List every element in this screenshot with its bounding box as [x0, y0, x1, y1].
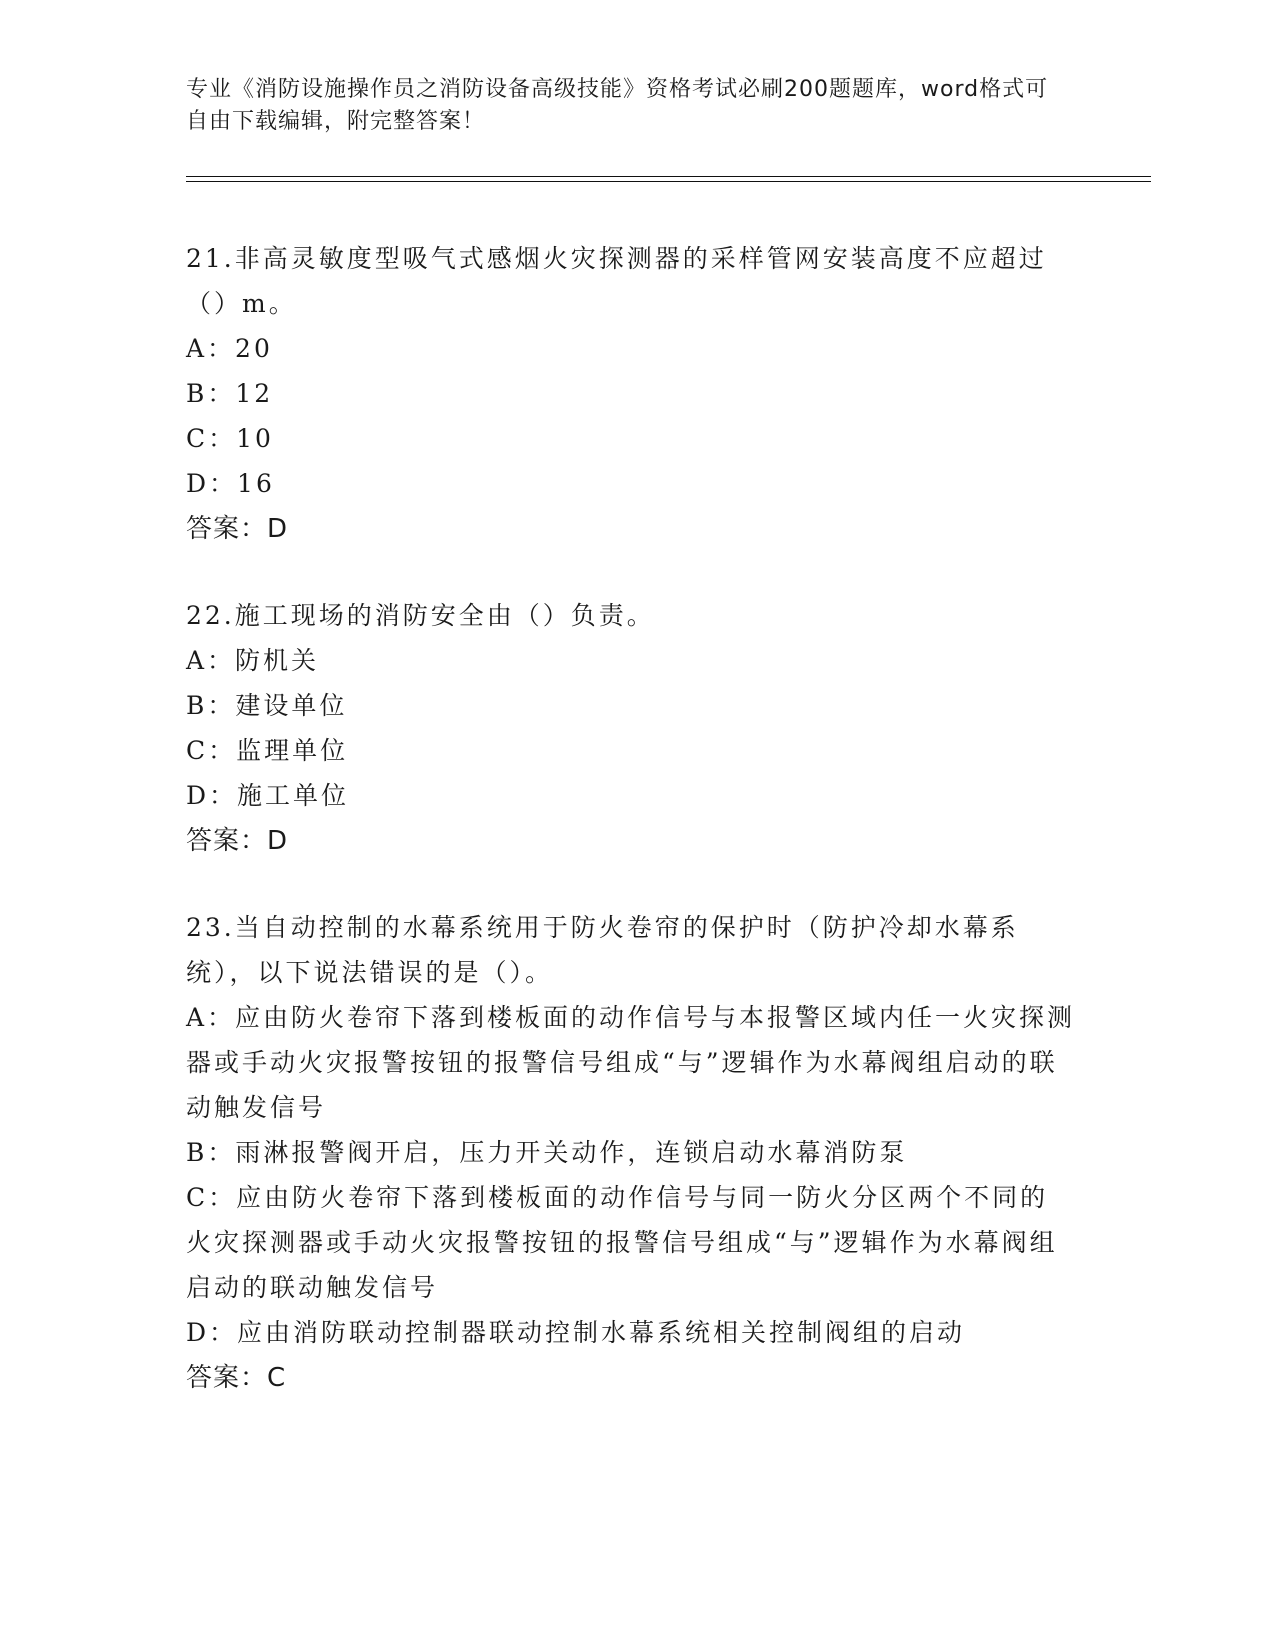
option-d: D：施工单位	[186, 781, 350, 810]
question-stem	[186, 905, 1076, 995]
option-a: A：20	[186, 334, 273, 363]
question-23	[186, 905, 1076, 1401]
option-b: B：建设单位	[186, 691, 348, 720]
question-22	[186, 593, 1076, 864]
question-21	[186, 236, 1076, 552]
option-c: C：应由防火卷帘下落到楼板面的动作信号与同一防火分区两个不同的火灾探测器或手动火灾报警按钮的报警信号组成“与”逻辑作为水幕阀组启动的联动触发信号	[186, 1183, 1058, 1302]
header-divider-bottom	[186, 181, 1151, 182]
question-text: 施工现场的消防安全由（）负责。	[234, 601, 655, 630]
option-c: C：监理单位	[186, 736, 349, 765]
question-number: 22.	[186, 601, 235, 630]
document-header: 专业《消防设施操作员之消防设备高级技能》资格考试必刷200题题库，word格式可自由下载编辑，附完整答案！	[186, 77, 1049, 134]
question-number: 21.	[186, 244, 235, 273]
option-a: A：应由防火卷帘下落到楼板面的动作信号与本报警区域内任一火灾探测器或手动火灾报警按钮的报警信号组成“与”逻辑作为水幕阀组启动的联动触发信号	[186, 1003, 1076, 1122]
option-b: B：雨淋报警阀开启，压力开关动作，连锁启动水幕消防泵	[186, 1138, 908, 1167]
option-d: D：16	[186, 469, 275, 498]
question-list	[186, 236, 1076, 1442]
option-c: C：10	[186, 424, 274, 453]
question-text: 当自动控制的水幕系统用于防火卷帘的保护时（防护冷却水幕系统），以下说法错误的是（）。	[186, 913, 1019, 987]
answer-line: 答案：C	[186, 1363, 287, 1393]
header-divider-top	[186, 176, 1151, 177]
question-number: 23.	[186, 913, 235, 942]
question-stem	[186, 236, 1076, 326]
option-a: A：防机关	[186, 646, 320, 675]
answer-line: 答案：D	[186, 826, 289, 856]
option-b: B：12	[186, 379, 274, 408]
question-text: 非高灵敏度型吸气式感烟火灾探测器的采样管网安装高度不应超过（）m。	[186, 244, 1047, 318]
option-d: D：应由消防联动控制器联动控制水幕系统相关控制阀组的启动	[186, 1318, 966, 1347]
question-stem	[186, 593, 1076, 638]
answer-line: 答案：D	[186, 514, 289, 544]
